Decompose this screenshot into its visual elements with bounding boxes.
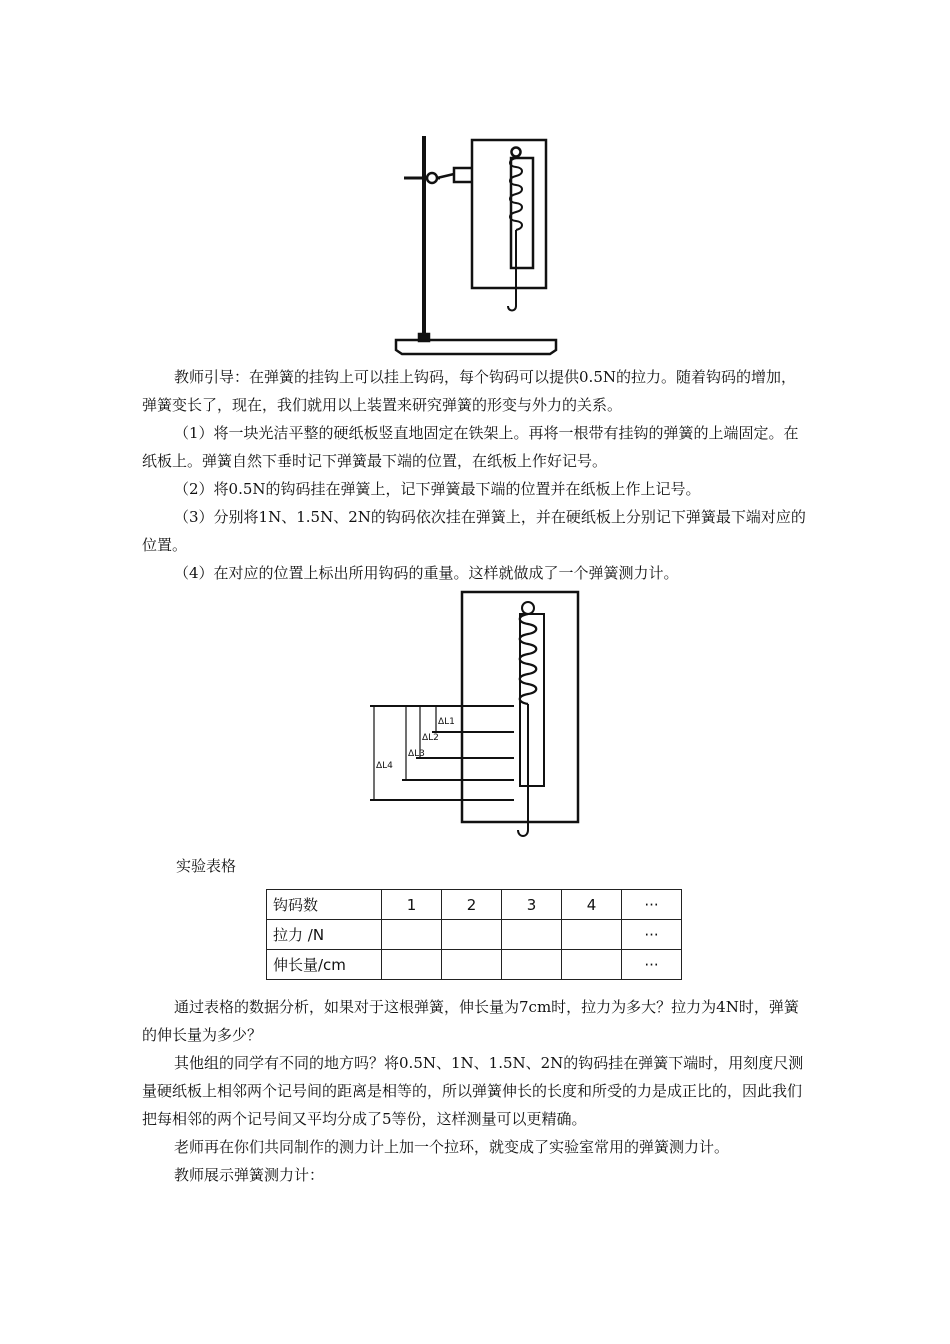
paragraph-step-4: （4）在对应的位置上标出所用钩码的重量。这样就做成了一个弹簧测力计。 (174, 564, 679, 582)
table-row (267, 920, 682, 950)
delta-l1-label: ΔL1 (438, 717, 455, 727)
row-header: 伸长量/cm (267, 950, 382, 980)
table-cell (562, 920, 622, 950)
table-cell: 1 (382, 890, 442, 920)
iron-stand-figure (390, 128, 575, 360)
delta-l3-label: ΔL3 (408, 749, 425, 759)
table-caption: 实验表格 (176, 857, 237, 875)
row-header: 拉力 /N (267, 920, 382, 950)
table-cell (442, 920, 502, 950)
table-cell: ··· (622, 890, 682, 920)
table-cell: 4 (562, 890, 622, 920)
paragraph-show: 教师展示弹簧测力计： (174, 1166, 325, 1184)
experiment-table (266, 889, 682, 980)
delta-l4-label: ΔL4 (376, 761, 393, 771)
table-cell: 3 (502, 890, 562, 920)
paragraph-question: 通过表格的数据分析，如果对于这根弹簧，伸长量为7cm时，拉力为多大？拉力为4N时，弹簧的伸长量为多少？ (142, 998, 799, 1044)
row-header: 钩码数 (267, 890, 382, 920)
paragraph-intro: 教师引导：在弹簧的挂钩上可以挂上钩码，每个钩码可以提供0.5N的拉力。随着钩码的增加，弹簧变长了，现在，我们就用以上装置来研究弹簧的形变与外力的关系。 (142, 368, 796, 414)
paragraph-teacher: 老师再在你们共同制作的测力计上加一个拉环，就变成了实验室常用的弹簧测力计。 (174, 1138, 730, 1156)
paragraph-step-2: （2）将0.5N的钩码挂在弹簧上，记下弹簧最下端的位置并在纸板上作上记号。 (174, 480, 701, 498)
table-cell: ··· (622, 950, 682, 980)
table-cell (382, 950, 442, 980)
table-cell: 2 (442, 890, 502, 920)
paragraph-discussion: 其他组的同学有不同的地方吗？将0.5N、1N、1.5N、2N的钩码挂在弹簧下端时，用刻度尺测量硬纸板上相邻两个记号间的距离是相等的，所以弹簧伸长的长度和所受的力是成正比的，因此我们把每相邻的两个记号间又平均分成了5等份，这样测量可以更精确。 (142, 1054, 804, 1128)
table-cell: ··· (622, 920, 682, 950)
table-cell (382, 920, 442, 950)
table-cell (442, 950, 502, 980)
table-row (267, 890, 682, 920)
paragraph-step-3: （3）分别将1N、1.5N、2N的钩码依次挂在弹簧上，并在硬纸板上分别记下弹簧最下端对应的位置。 (142, 508, 806, 554)
table-row (267, 950, 682, 980)
delta-l2-label: ΔL2 (422, 733, 439, 743)
table-cell (502, 950, 562, 980)
table-cell (562, 950, 622, 980)
table-cell (502, 920, 562, 950)
paragraph-step-1: （1）将一块光洁平整的硬纸板竖直地固定在铁架上。再将一根带有挂钩的弹簧的上端固定。在纸板上。弹簧自然下垂时记下弹簧最下端的位置，在纸板上作好记号。 (142, 424, 799, 470)
spring-scale-figure (362, 588, 584, 850)
